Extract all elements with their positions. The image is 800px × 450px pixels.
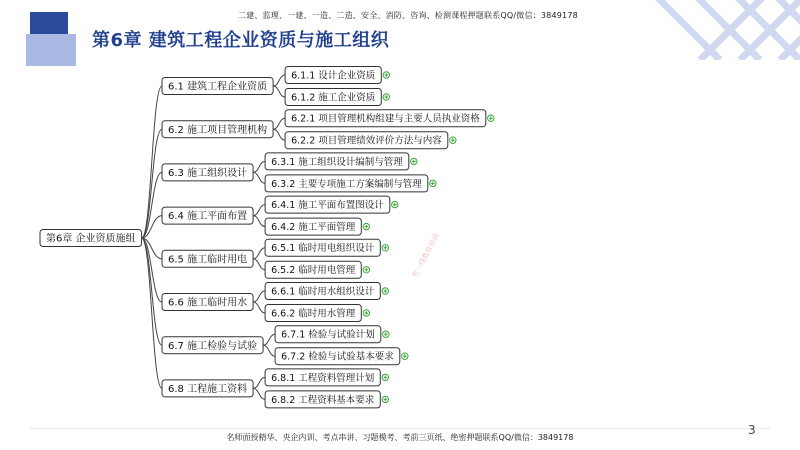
section-node-7: 6.7 施工检验与试验 <box>168 340 258 352</box>
footer-contact-note: 名师面授精华、央企内训、考点串讲、习题模考、考前三页纸、绝密押题联系QQ/微信：3849178 <box>226 433 574 442</box>
subsection-node-7-2: 6.7.2 检验与试验基本要求 <box>281 351 394 363</box>
subsection-node-1-1: 6.1.1 设计企业资质 <box>291 70 376 82</box>
section-node-5: 6.5 施工临时用电 <box>168 254 248 266</box>
section-node-1: 6.1 建筑工程企业资质 <box>168 81 268 93</box>
subsection-node-3-1: 6.3.1 施工组织设计编制与管理 <box>271 156 403 168</box>
section-node-4: 6.4 施工平面布置 <box>168 211 248 223</box>
section-node-6: 6.6 施工临时用水 <box>168 297 248 309</box>
subsection-node-6-1: 6.6.1 临时用水组织设计 <box>271 286 375 298</box>
subsection-node-5-2: 6.5.2 临时用电管理 <box>271 265 356 277</box>
subsection-node-8-1: 6.8.1 工程资料管理计划 <box>271 372 375 384</box>
subsection-node-5-1: 6.5.1 临时用电组织设计 <box>271 243 375 255</box>
watermark: 考一线教育培训 <box>410 232 441 280</box>
subsection-node-7-1: 6.7.1 检验与试验计划 <box>281 329 375 341</box>
subsection-node-4-2: 6.4.2 施工平面管理 <box>271 222 356 234</box>
page-title: 第6章 建筑工程企业资质与施工组织 <box>92 30 390 51</box>
root-node: 第6章 企业资质施组 <box>46 233 136 245</box>
section-node-2: 6.2 施工项目管理机构 <box>168 124 268 136</box>
subsection-node-4-1: 6.4.1 施工平面布置图设计 <box>271 200 384 212</box>
section-node-8: 6.8 工程施工资料 <box>168 384 248 395</box>
subsection-node-6-2: 6.6.2 临时用水管理 <box>271 308 356 320</box>
subsection-node-3-2: 6.3.2 主要专项施工方案编制与管理 <box>271 178 422 190</box>
page-number: 3 <box>748 423 756 437</box>
subsection-node-2-1: 6.2.1 项目管理机构组建与主要人员执业资格 <box>291 113 480 125</box>
subsection-node-8-2: 6.8.2 工程资料基本要求 <box>271 394 375 406</box>
header-contact-note: 二建、监理、一建、一造、二造、安全、消防、咨询、检测课程押题联系QQ/微信：3849178 <box>238 11 578 20</box>
section-node-3: 6.3 施工组织设计 <box>168 168 248 179</box>
subsection-node-1-2: 6.1.2 施工企业资质 <box>291 92 376 104</box>
subsection-node-2-2: 6.2.2 项目管理绩效评价方法与内容 <box>291 135 442 147</box>
